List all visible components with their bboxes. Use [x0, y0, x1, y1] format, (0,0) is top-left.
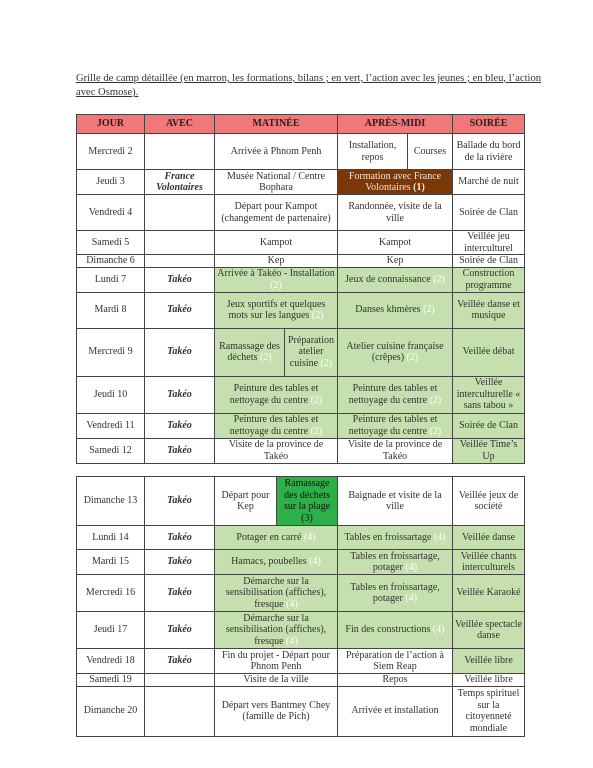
morning-cell [215, 526, 338, 550]
partner-cell: Takéo [145, 328, 215, 376]
evening-cell: Soirée de Clan [453, 255, 525, 268]
evening-cell: Veillée Karaoké [453, 575, 525, 612]
activity-label: Arrivée à Takéo - Installation [217, 268, 335, 279]
activity-number: (4) [286, 635, 298, 647]
afternoon-cell: Préparation de l’action à Siem Reap [338, 649, 453, 674]
activity-number: (2) [429, 425, 442, 437]
partner-cell: Takéo [145, 477, 215, 526]
table-row [77, 550, 525, 575]
page-intro: Grille de camp détaillée (en marron, les formations, bilans ; en vert, l’action avec les jeunes ; en bleu, l’action avec Osmose). [76, 73, 542, 98]
evening-cell: Veillée libre [453, 674, 525, 687]
activity-label: Tables en froissartage, potager [350, 581, 440, 604]
morning-cell [215, 376, 338, 413]
activity-number: (4) [405, 593, 418, 604]
day-cell: Samedi 19 [77, 674, 145, 687]
day-cell: Vendredi 11 [77, 413, 145, 438]
morning-cell [215, 267, 338, 292]
morning-cell [215, 575, 338, 612]
day-cell: Mercredi 2 [77, 134, 145, 170]
activity-number: (3) [301, 512, 313, 524]
camp-schedule-table-1 [76, 114, 525, 464]
partner-cell [145, 674, 215, 687]
evening-cell: Veillée danse [453, 526, 525, 550]
activity-label: Jeux sportifs et quelques mots sur les langues [226, 298, 326, 321]
activity-label: Tables en froissartage [344, 531, 432, 543]
partner-cell: Takéo [145, 575, 215, 612]
activity-label: Fin des constructions [345, 624, 431, 636]
partner-cell: Takéo [145, 267, 215, 292]
evening-cell: Veillée jeux de société [453, 477, 525, 526]
activity-number: (2) [320, 357, 333, 369]
activity-label: Jeux de connaissance [345, 273, 431, 285]
afternoon-cell: Installation, repos [338, 134, 408, 170]
activity-label: Danses khmères [355, 304, 421, 316]
activity-number: (4) [303, 531, 316, 543]
morning-cell [215, 292, 338, 328]
evening-cell: Soirée de Clan [453, 195, 525, 231]
evening-cell: Veillée chants interculturels [453, 550, 525, 575]
table-row [77, 376, 525, 413]
afternoon-cell [338, 550, 453, 575]
day-cell: Jeudi 17 [77, 612, 145, 649]
day-cell: Dimanche 13 [77, 477, 145, 526]
day-cell: Vendredi 18 [77, 649, 145, 674]
partner-cell: Takéo [145, 612, 215, 649]
morning-cell: Arrivée à Phnom Penh [215, 134, 338, 170]
afternoon-cell [338, 267, 453, 292]
morning-cell [215, 328, 285, 376]
partner-cell [145, 134, 215, 170]
activity-number: (1) [413, 182, 425, 193]
activity-number: (4) [432, 624, 445, 636]
day-cell: Mercredi 9 [77, 328, 145, 376]
table-row [77, 438, 525, 463]
activity-label: Tables en froissartage, potager [350, 550, 440, 573]
activity-number: (4) [286, 598, 298, 610]
partner-cell: Takéo [145, 376, 215, 413]
activity-label: Ramassage des déchets sur la plage [283, 478, 331, 512]
evening-cell: Temps spirituel sur la citoyenneté mondiale [453, 686, 525, 736]
evening-cell: Veillée libre [453, 649, 525, 674]
afternoon-cell: Kep [338, 255, 453, 268]
evening-cell: Veillée interculturelle « sans tabou » [453, 376, 525, 413]
table-row [77, 231, 525, 255]
header-soiree: SOIRÉE [453, 115, 525, 134]
activity-label: Hamacs, poubelles [231, 556, 307, 568]
evening-cell: Veillée jeu interculturel [453, 231, 525, 255]
afternoon-cell [338, 376, 453, 413]
afternoon-cell: Baignade et visite de la ville [338, 477, 453, 526]
evening-cell: Veillée Time’s Up [453, 438, 525, 463]
morning-cell: Visite de la province de Takéo [215, 438, 338, 463]
morning-cell [215, 413, 338, 438]
afternoon-cell [338, 526, 453, 550]
activity-number: (2) [429, 394, 442, 406]
header-avec: AVEC [145, 115, 215, 134]
activity-number: (2) [259, 352, 272, 363]
activity-number: (2) [423, 304, 435, 316]
table-row [77, 292, 525, 328]
partner-cell: Takéo [145, 438, 215, 463]
evening-cell: Veillée débat [453, 328, 525, 376]
activity-number: (2) [311, 310, 324, 321]
table-row [77, 686, 525, 736]
afternoon-cell: Randonnée, visite de la ville [338, 195, 453, 231]
day-cell: Jeudi 3 [77, 170, 145, 195]
partner-cell: Takéo [145, 526, 215, 550]
table-row [77, 477, 525, 526]
table-row [77, 170, 525, 195]
activity-number: (4) [309, 556, 321, 568]
day-cell: Dimanche 20 [77, 686, 145, 736]
activity-number: (4) [433, 531, 446, 543]
day-cell: Lundi 14 [77, 526, 145, 550]
activity-number: (2) [310, 394, 323, 406]
table-row [77, 328, 525, 376]
evening-cell: Veillée danse et musique [453, 292, 525, 328]
table-row [77, 413, 525, 438]
table-row [77, 526, 525, 550]
activity-label: Peinture des tables et nettoyage du centre [229, 383, 319, 406]
activity-label: Préparation atelier cuisine [287, 334, 335, 369]
activity-label: Ramassage des déchets [219, 340, 280, 363]
morning-cell: Kep [215, 255, 338, 268]
partner-cell: Takéo [145, 649, 215, 674]
evening-cell: Ballade du bord de la rivière [453, 134, 525, 170]
evening-cell: Construction programme [453, 267, 525, 292]
table-row [77, 267, 525, 292]
table-row [77, 134, 525, 170]
activity-number: (2) [270, 279, 282, 291]
day-cell: Dimanche 6 [77, 255, 145, 268]
partner-cell: France Volontaires [145, 170, 215, 195]
activity-number: (2) [406, 352, 419, 363]
activity-label: Peinture des tables et nettoyage du centre [229, 414, 319, 437]
afternoon-cell [338, 292, 453, 328]
morning-cell: Départ pour Kampot (changement de partenaire) [215, 195, 338, 231]
table-row [77, 255, 525, 268]
evening-cell: Veillée spectacle danse [453, 612, 525, 649]
header-apres-midi: APRÈS-MIDI [338, 115, 453, 134]
activity-number: (2) [310, 425, 323, 437]
evening-cell: Marché de nuit [453, 170, 525, 195]
activity-label: Potager en carré [236, 531, 302, 543]
activity-label: Démarche sur la sensibilisation (affiches), fresque [225, 612, 327, 647]
morning-cell: Kampot [215, 231, 338, 255]
afternoon-cell: Visite de la province de Takéo [338, 438, 453, 463]
afternoon-cell [338, 612, 453, 649]
partner-cell [145, 255, 215, 268]
morning-cell [215, 550, 338, 575]
table-row [77, 195, 525, 231]
afternoon-cell [338, 170, 453, 195]
morning-cell [277, 477, 338, 526]
morning-cell [215, 612, 338, 649]
afternoon-cell: Courses [408, 134, 453, 170]
activity-label: Formation avec France Volontaires [348, 170, 442, 193]
afternoon-cell: Kampot [338, 231, 453, 255]
activity-label: Démarche sur la sensibilisation (affiches), fresque [225, 575, 327, 610]
header-matinee: MATINÉE [215, 115, 338, 134]
activity-label: Peinture des tables et nettoyage du centre [348, 414, 438, 437]
afternoon-cell: Arrivée et installation [338, 686, 453, 736]
activity-label: Peinture des tables et nettoyage du centre [348, 383, 438, 406]
day-cell: Mardi 15 [77, 550, 145, 575]
camp-schedule-table-2 [76, 476, 525, 737]
morning-cell: Fin du projet - Départ pour Phnom Penh [215, 649, 338, 674]
table-row [77, 674, 525, 687]
partner-cell [145, 231, 215, 255]
table-row [77, 612, 525, 649]
day-cell: Mercredi 16 [77, 575, 145, 612]
morning-cell: Départ vers Bantmey Chey (famille de Pich) [215, 686, 338, 736]
day-cell: Samedi 5 [77, 231, 145, 255]
day-cell: Vendredi 4 [77, 195, 145, 231]
activity-number: (2) [433, 273, 445, 285]
afternoon-cell: Repos [338, 674, 453, 687]
morning-cell: Visite de la ville [215, 674, 338, 687]
evening-cell: Soirée de Clan [453, 413, 525, 438]
day-cell: Jeudi 10 [77, 376, 145, 413]
table-row [77, 649, 525, 674]
afternoon-cell [338, 328, 453, 376]
day-cell: Lundi 7 [77, 267, 145, 292]
header-row [77, 115, 525, 134]
table-row [77, 575, 525, 612]
day-cell: Samedi 12 [77, 438, 145, 463]
activity-label: Atelier cuisine française (crêpes) [346, 340, 444, 363]
afternoon-cell [338, 413, 453, 438]
partner-cell: Takéo [145, 292, 215, 328]
afternoon-cell [338, 575, 453, 612]
day-cell: Mardi 8 [77, 292, 145, 328]
morning-cell: Musée National / Centre Bophara [215, 170, 338, 195]
partner-cell [145, 195, 215, 231]
activity-number: (4) [405, 562, 418, 573]
partner-cell [145, 686, 215, 736]
partner-cell: Takéo [145, 413, 215, 438]
morning-cell: Départ pour Kep [215, 477, 277, 526]
morning-cell [285, 328, 338, 376]
header-jour: JOUR [77, 115, 145, 134]
partner-cell: Takéo [145, 550, 215, 575]
